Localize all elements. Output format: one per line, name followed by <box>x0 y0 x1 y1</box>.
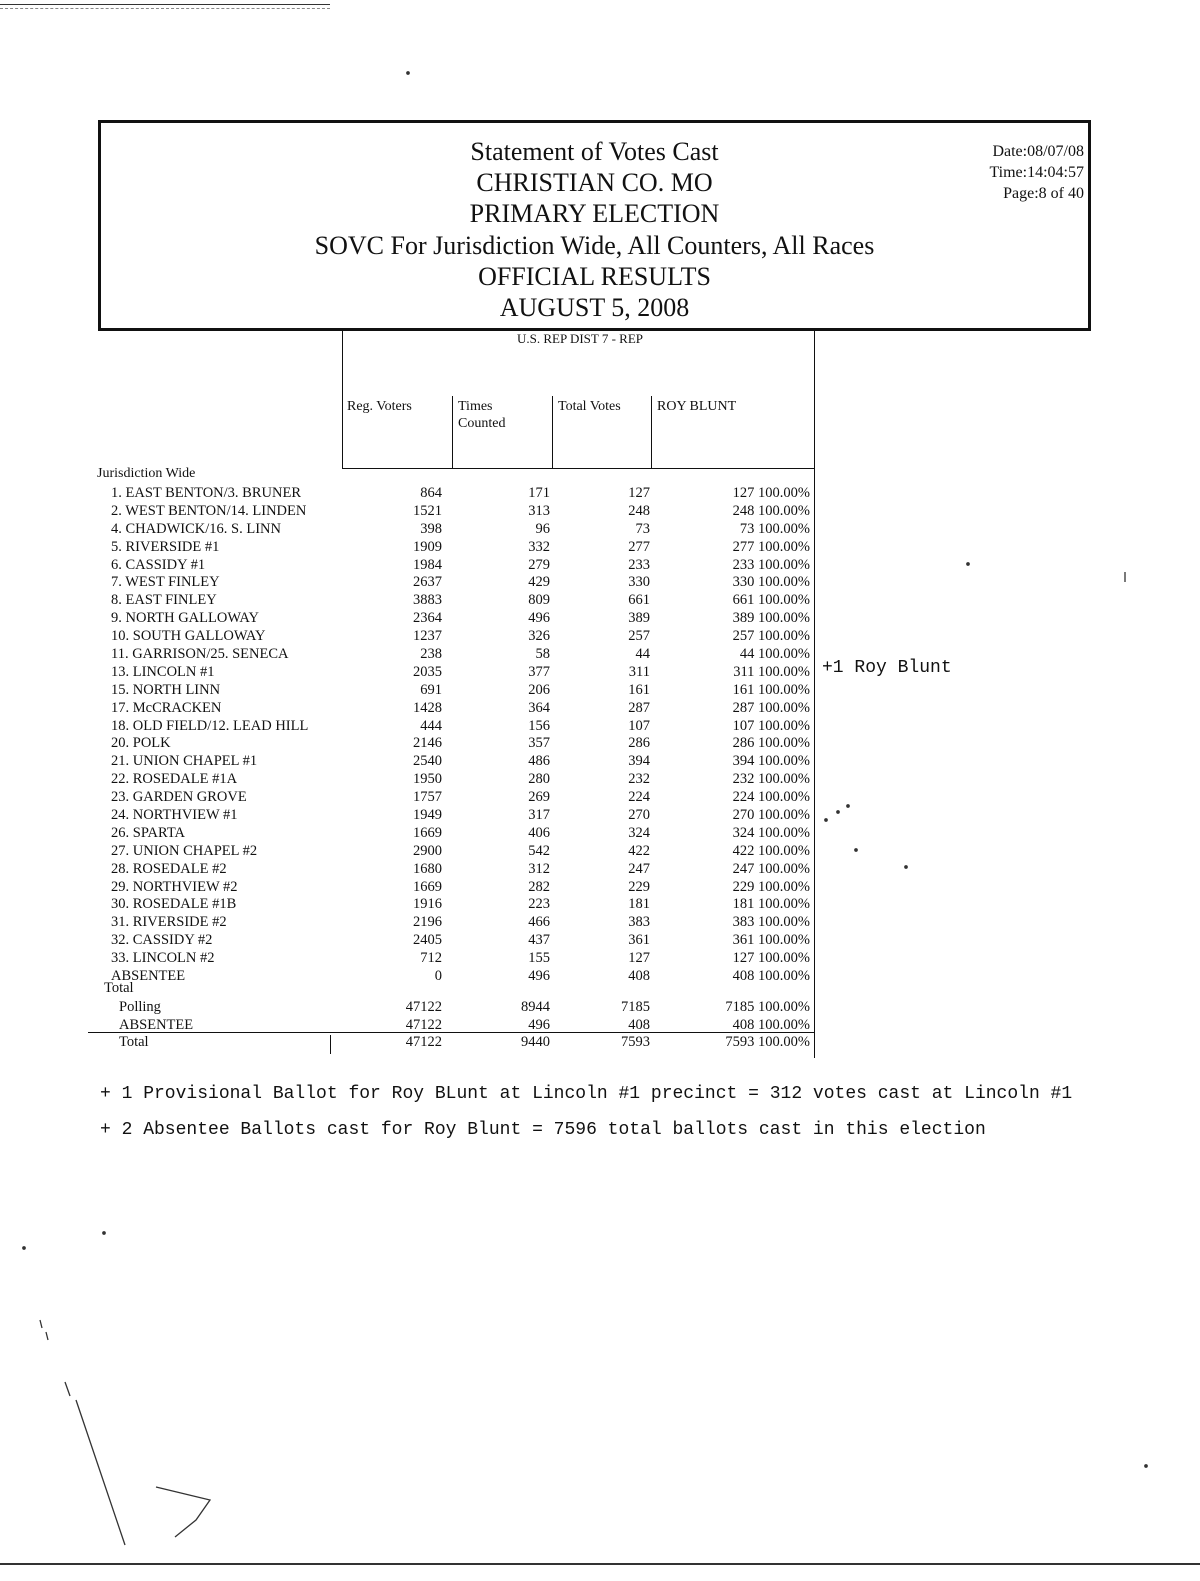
row-name: 2. WEST BENTON/14. LINDEN <box>111 502 307 519</box>
cell-total-votes: 248 <box>628 502 650 519</box>
cell-reg-voters: 712 <box>420 950 442 967</box>
cell-times-counted: 357 <box>528 735 550 752</box>
cell-times-counted: 486 <box>528 753 550 770</box>
cell-candidate-votes: 73 100.00% <box>739 520 810 537</box>
cell-candidate-votes: 257 100.00% <box>732 628 810 645</box>
cell-total-votes: 257 <box>628 628 650 645</box>
cell-total-votes: 181 <box>628 896 650 913</box>
cell-times-counted: 332 <box>528 538 550 555</box>
header-line-1: Statement of Votes Cast <box>470 137 719 166</box>
cell-total-votes: 270 <box>628 807 650 824</box>
cell-reg-voters: 1669 <box>413 824 442 841</box>
cell-reg-voters: 1428 <box>413 699 442 716</box>
cell-total-votes: 247 <box>628 860 650 877</box>
cell-times-counted: 312 <box>528 860 550 877</box>
cell-times-counted: 282 <box>528 878 550 895</box>
cell-candidate-votes: 270 100.00% <box>732 807 810 824</box>
cell-candidate-votes: 311 100.00% <box>733 663 810 680</box>
jurisdiction-label: Jurisdiction Wide <box>97 466 196 481</box>
cell-times-counted: 809 <box>528 592 550 609</box>
header-line-4: SOVC For Jurisdiction Wide, All Counters, All Races <box>314 231 875 260</box>
cell-total-votes: 389 <box>628 610 650 627</box>
cell-times-counted: 313 <box>528 502 550 519</box>
col-times-counted-line1: Times <box>458 399 493 414</box>
cell-reg-voters: 2405 <box>413 932 442 949</box>
cell-times-counted: 429 <box>528 574 550 591</box>
row-name: 5. RIVERSIDE #1 <box>111 538 220 555</box>
cell-candidate-votes: 408 100.00% <box>732 968 810 985</box>
cell-total-votes: 408 <box>628 1016 650 1033</box>
cell-total-votes: 286 <box>628 735 650 752</box>
header-line-3: PRIMARY ELECTION <box>469 199 720 228</box>
cell-total-votes: 229 <box>628 878 650 895</box>
cell-candidate-votes: 233 100.00% <box>732 556 810 573</box>
cell-reg-voters: 2364 <box>413 610 442 627</box>
cell-total-votes: 73 <box>635 520 650 537</box>
cell-reg-voters: 0 <box>434 968 442 985</box>
cell-reg-voters: 47122 <box>405 999 442 1015</box>
cell-reg-voters: 1680 <box>413 860 442 877</box>
row-name: ABSENTEE <box>111 968 186 985</box>
cell-reg-voters: 47122 <box>405 1034 442 1051</box>
cell-candidate-votes: 422 100.00% <box>732 842 810 859</box>
race-title: U.S. REP DIST 7 - REP <box>516 331 644 346</box>
cell-times-counted: 496 <box>528 610 550 627</box>
cell-total-votes: 383 <box>628 914 650 931</box>
cell-times-counted: 437 <box>528 932 550 949</box>
cell-times-counted: 466 <box>528 914 550 931</box>
cell-total-votes: 408 <box>628 968 650 985</box>
cell-total-votes: 330 <box>628 574 650 591</box>
cell-times-counted: 317 <box>528 807 550 824</box>
cell-reg-voters: 1521 <box>413 502 442 519</box>
cell-candidate-votes: 127 100.00% <box>732 950 810 967</box>
cell-candidate-votes: 286 100.00% <box>732 735 810 752</box>
cell-reg-voters: 238 <box>420 646 442 663</box>
row-name: 24. NORTHVIEW #1 <box>111 807 238 824</box>
cell-times-counted: 223 <box>528 896 550 913</box>
cell-reg-voters: 1909 <box>413 538 442 555</box>
cell-times-counted: 156 <box>528 717 550 734</box>
row-name: 22. ROSEDALE #1A <box>111 771 238 788</box>
cell-total-votes: 7185 <box>621 999 650 1015</box>
cell-total-votes: 311 <box>628 663 650 680</box>
cell-times-counted: 9440 <box>521 1034 550 1051</box>
note-line-2: + 2 Absentee Ballots cast for Roy Blunt = 7596 total ballots cast in this election <box>100 1120 986 1140</box>
cell-times-counted: 496 <box>528 968 550 985</box>
row-name: 8. EAST FINLEY <box>111 592 217 609</box>
row-name: 28. ROSEDALE #2 <box>111 860 227 877</box>
cell-candidate-votes: 389 100.00% <box>732 610 810 627</box>
cell-candidate-votes: 232 100.00% <box>732 771 810 788</box>
report-date: Date:08/07/08 <box>992 143 1084 160</box>
cell-total-votes: 7593 <box>621 1034 650 1051</box>
cell-times-counted: 279 <box>528 556 550 573</box>
col-total-votes: Total Votes <box>558 399 621 414</box>
cell-candidate-votes: 247 100.00% <box>732 860 810 877</box>
row-name: 18. OLD FIELD/12. LEAD HILL <box>111 717 309 734</box>
cell-times-counted: 96 <box>535 520 550 537</box>
note-line-1: + 1 Provisional Ballot for Roy BLunt at Lincoln #1 precinct = 312 votes cast at Lincoln #1 <box>100 1084 1073 1104</box>
cell-total-votes: 127 <box>628 485 650 501</box>
cell-times-counted: 496 <box>528 1016 550 1033</box>
col-times-counted-line2: Counted <box>458 416 506 431</box>
cell-reg-voters: 1916 <box>413 896 442 913</box>
handwritten-annotation: +1 Roy Blunt <box>822 658 952 678</box>
cell-reg-voters: 3883 <box>413 592 442 609</box>
cell-candidate-votes: 44 100.00% <box>739 646 810 663</box>
cell-times-counted: 269 <box>528 789 550 806</box>
cell-candidate-votes: 408 100.00% <box>732 1016 810 1033</box>
cell-reg-voters: 2035 <box>413 663 442 680</box>
row-name: 4. CHADWICK/16. S. LINN <box>111 520 281 537</box>
cell-total-votes: 324 <box>628 824 650 841</box>
cell-reg-voters: 1669 <box>413 878 442 895</box>
row-name: 17. McCRACKEN <box>111 699 222 716</box>
row-name: 21. UNION CHAPEL #1 <box>111 753 258 770</box>
cell-times-counted: 542 <box>528 842 550 859</box>
cell-candidate-votes: 181 100.00% <box>732 896 810 913</box>
col-candidate: ROY BLUNT <box>657 399 737 414</box>
row-name: 31. RIVERSIDE #2 <box>111 914 227 931</box>
cell-times-counted: 406 <box>528 824 550 841</box>
col-reg-voters: Reg. Voters <box>347 399 412 414</box>
row-name: 32. CASSIDY #2 <box>111 932 213 949</box>
row-name: 33. LINCOLN #2 <box>111 950 215 967</box>
report-time: Time:14:04:57 <box>989 164 1084 181</box>
cell-reg-voters: 1237 <box>413 628 442 645</box>
cell-candidate-votes: 161 100.00% <box>732 681 810 698</box>
cell-candidate-votes: 127 100.00% <box>732 485 810 501</box>
row-name: 6. CASSIDY #1 <box>111 556 206 573</box>
row-name: Total <box>119 1034 149 1051</box>
cell-reg-voters: 1757 <box>413 789 442 806</box>
row-name: 20. POLK <box>111 735 171 752</box>
cell-total-votes: 422 <box>628 842 650 859</box>
cell-candidate-votes: 277 100.00% <box>732 538 810 555</box>
cell-times-counted: 280 <box>528 771 550 788</box>
cell-candidate-votes: 394 100.00% <box>732 753 810 770</box>
cell-reg-voters: 864 <box>420 485 442 501</box>
cell-candidate-votes: 330 100.00% <box>732 574 810 591</box>
row-name: 27. UNION CHAPEL #2 <box>111 842 258 859</box>
cell-candidate-votes: 7593 100.00% <box>725 1034 810 1051</box>
cell-times-counted: 377 <box>528 663 550 680</box>
cell-total-votes: 44 <box>635 646 650 663</box>
cell-total-votes: 661 <box>628 592 650 609</box>
row-name: ABSENTEE <box>119 1016 194 1033</box>
cell-reg-voters: 1984 <box>413 556 442 573</box>
cell-candidate-votes: 229 100.00% <box>732 878 810 895</box>
cell-candidate-votes: 324 100.00% <box>732 824 810 841</box>
cell-total-votes: 224 <box>628 789 650 806</box>
cell-total-votes: 287 <box>628 699 650 716</box>
cell-reg-voters: 1950 <box>413 771 442 788</box>
row-name: 26. SPARTA <box>111 824 185 841</box>
cell-total-votes: 107 <box>628 717 650 734</box>
header-line-5: OFFICIAL RESULTS <box>478 262 711 291</box>
cell-reg-voters: 691 <box>420 681 442 698</box>
cell-reg-voters: 2637 <box>413 574 442 591</box>
header-line-2: CHRISTIAN CO. MO <box>476 168 713 197</box>
cell-times-counted: 58 <box>535 646 550 663</box>
cell-candidate-votes: 661 100.00% <box>732 592 810 609</box>
header-line-6: AUGUST 5, 2008 <box>499 293 690 322</box>
row-name: 1. EAST BENTON/3. BRUNER <box>111 485 301 501</box>
cell-candidate-votes: 383 100.00% <box>732 914 810 931</box>
cell-candidate-votes: 224 100.00% <box>732 789 810 806</box>
cell-candidate-votes: 248 100.00% <box>732 502 810 519</box>
cell-total-votes: 161 <box>628 681 650 698</box>
row-name: 9. NORTH GALLOWAY <box>111 610 260 627</box>
cell-total-votes: 394 <box>628 753 650 770</box>
cell-reg-voters: 444 <box>420 717 442 734</box>
row-name: 29. NORTHVIEW #2 <box>111 878 238 895</box>
row-name: 11. GARRISON/25. SENECA <box>111 646 289 663</box>
cell-times-counted: 206 <box>528 681 550 698</box>
cell-candidate-votes: 7185 100.00% <box>725 999 810 1015</box>
cell-times-counted: 364 <box>528 699 550 716</box>
cell-candidate-votes: 107 100.00% <box>732 717 810 734</box>
cell-total-votes: 233 <box>628 556 650 573</box>
row-name: Polling <box>119 999 161 1015</box>
cell-reg-voters: 2196 <box>413 914 442 931</box>
row-name: 7. WEST FINLEY <box>111 574 220 591</box>
cell-times-counted: 326 <box>528 628 550 645</box>
cell-times-counted: 8944 <box>521 999 550 1015</box>
cell-reg-voters: 1949 <box>413 807 442 824</box>
cell-reg-voters: 2540 <box>413 753 442 770</box>
cell-reg-voters: 2900 <box>413 842 442 859</box>
cell-times-counted: 155 <box>528 950 550 967</box>
cell-total-votes: 232 <box>628 771 650 788</box>
cell-reg-voters: 398 <box>420 520 442 537</box>
cell-reg-voters: 47122 <box>405 1016 442 1033</box>
row-name: 15. NORTH LINN <box>111 681 221 698</box>
row-name: 23. GARDEN GROVE <box>111 789 247 806</box>
cell-candidate-votes: 287 100.00% <box>732 699 810 716</box>
cell-times-counted: 171 <box>528 485 550 501</box>
report-page: Page:8 of 40 <box>1003 185 1084 202</box>
cell-total-votes: 127 <box>628 950 650 967</box>
cell-total-votes: 277 <box>628 538 650 555</box>
row-name: 10. SOUTH GALLOWAY <box>111 628 266 645</box>
total-section-label: Total <box>104 980 134 996</box>
cell-reg-voters: 2146 <box>413 735 442 752</box>
cell-candidate-votes: 361 100.00% <box>732 932 810 949</box>
row-name: 13. LINCOLN #1 <box>111 663 215 680</box>
cell-total-votes: 361 <box>628 932 650 949</box>
bottom-scan-line <box>0 1563 1200 1565</box>
row-name: 30. ROSEDALE #1B <box>111 896 237 913</box>
